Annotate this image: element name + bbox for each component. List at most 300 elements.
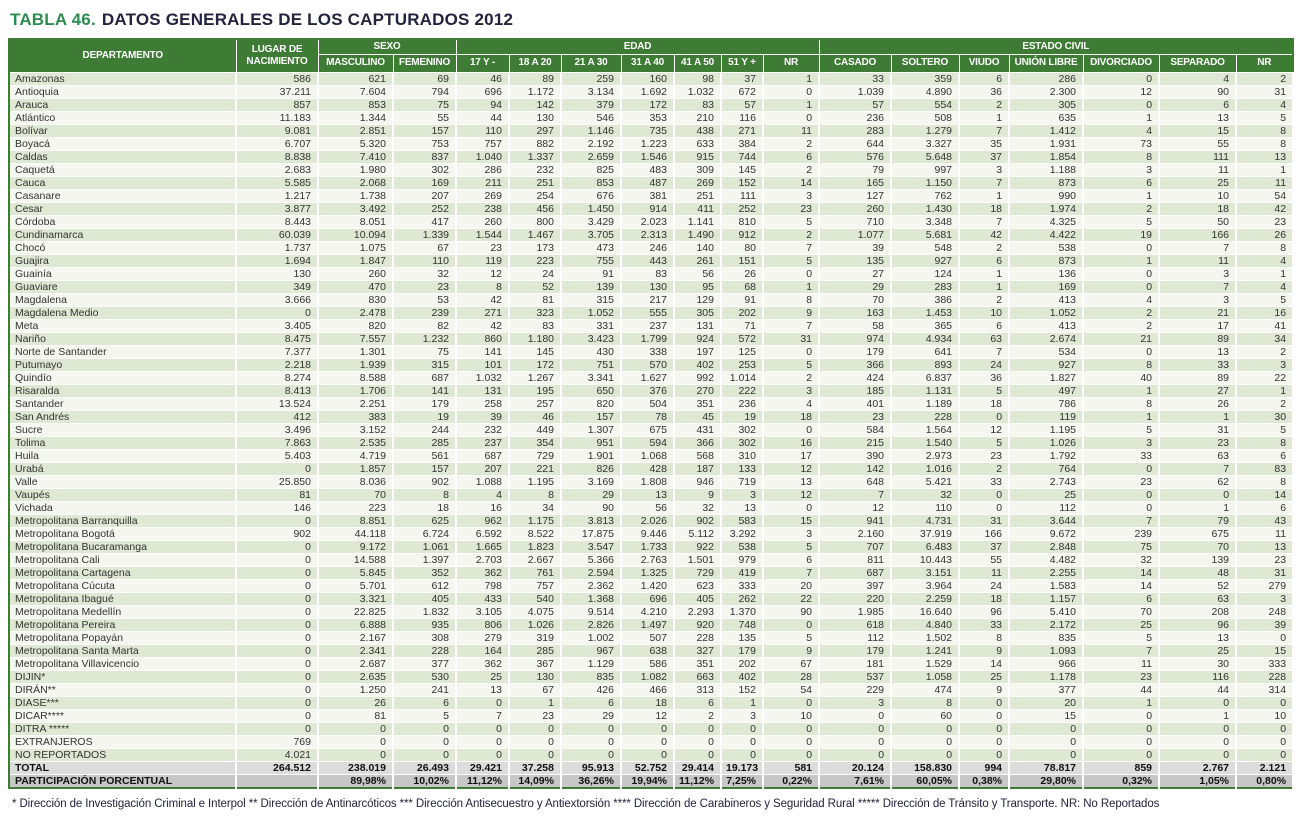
cell: 13.524	[236, 397, 318, 410]
cell: 8.522	[509, 527, 561, 540]
cell: 27	[819, 267, 891, 280]
cell: 56	[621, 501, 674, 514]
cell: 0	[763, 696, 819, 709]
table-row	[9, 293, 1293, 306]
cell: 11	[1236, 527, 1293, 540]
cell: 5	[959, 436, 1009, 449]
cell: 354	[509, 436, 561, 449]
cell: 0	[236, 592, 318, 605]
row-label: Metropolitana Bucaramanga	[9, 540, 236, 553]
cell: 5.701	[318, 579, 393, 592]
cell: 7	[959, 124, 1009, 137]
cell: 924	[674, 332, 721, 345]
table-row	[9, 98, 1293, 111]
cell: 8	[959, 631, 1009, 644]
cell: 483	[621, 163, 674, 176]
cell: 1.241	[891, 644, 959, 657]
cell: 23	[1159, 436, 1236, 449]
cell: 0	[1236, 748, 1293, 761]
cell: 0	[236, 462, 318, 475]
cell: 755	[561, 254, 621, 267]
cell: 1.627	[621, 371, 674, 384]
cell: 129	[674, 293, 721, 306]
cell: 69	[393, 72, 456, 85]
cell: 310	[721, 449, 763, 462]
table-row	[9, 410, 1293, 423]
cell: 8	[456, 280, 509, 293]
cell: 1.337	[509, 150, 561, 163]
cell: 18	[1159, 202, 1236, 215]
cell: 4.840	[891, 618, 959, 631]
cell: 0	[456, 722, 509, 735]
col-header-17-y: 17 Y -	[456, 54, 509, 72]
cell: 3.152	[318, 423, 393, 436]
cell: 0	[1159, 488, 1236, 501]
cell: 0	[236, 605, 318, 618]
cell: 3.644	[1009, 514, 1083, 527]
row-label: DITRA *****	[9, 722, 236, 735]
cell: 44	[1159, 683, 1236, 696]
cell: 262	[721, 592, 763, 605]
cell: 748	[721, 618, 763, 631]
row-label: Metropolitana Ibagué	[9, 592, 236, 605]
cell: 220	[819, 592, 891, 605]
cell: 2	[1236, 397, 1293, 410]
cell: 41	[1236, 319, 1293, 332]
cell: 67	[509, 683, 561, 696]
cell: 33	[959, 618, 1009, 631]
cell: 5	[1236, 293, 1293, 306]
cell: 1.832	[393, 605, 456, 618]
cell: 381	[621, 189, 674, 202]
table-row	[9, 423, 1293, 436]
cell: 0	[819, 748, 891, 761]
table-row	[9, 514, 1293, 527]
cell: 32	[674, 501, 721, 514]
cell: 15	[763, 514, 819, 527]
cell: 5	[1083, 423, 1159, 436]
cell: 5	[763, 631, 819, 644]
cell: 1.150	[891, 176, 959, 189]
table-row	[9, 189, 1293, 202]
cell: 508	[891, 111, 959, 124]
cell: 2.300	[1009, 85, 1083, 98]
cell: 50	[1159, 215, 1236, 228]
cell: 7,25%	[721, 774, 763, 788]
cell: 1	[1159, 501, 1236, 514]
cell: 719	[721, 475, 763, 488]
cell: 1.178	[1009, 670, 1083, 683]
cell: 27	[1159, 384, 1236, 397]
cell: 253	[721, 358, 763, 371]
cell: 2.259	[891, 592, 959, 605]
cell: 8	[1236, 436, 1293, 449]
cell: 302	[721, 436, 763, 449]
row-label: Cundinamarca	[9, 228, 236, 241]
cell: 45	[674, 410, 721, 423]
cell: 1.301	[318, 345, 393, 358]
cell: 54	[763, 683, 819, 696]
cell: 31	[763, 332, 819, 345]
cell: 0	[236, 579, 318, 592]
cell: 7	[1159, 280, 1236, 293]
table-row	[9, 683, 1293, 696]
cell: 2.594	[561, 566, 621, 579]
cell: 12	[456, 267, 509, 280]
cell: 0	[509, 722, 561, 735]
cell: 365	[891, 319, 959, 332]
cell: 179	[721, 644, 763, 657]
row-label: Nariño	[9, 332, 236, 345]
cell: 405	[674, 592, 721, 605]
cell: 1	[1236, 384, 1293, 397]
cell: 1.502	[891, 631, 959, 644]
cell: 315	[561, 293, 621, 306]
cell: 269	[674, 176, 721, 189]
cell: 130	[509, 670, 561, 683]
cell: 2.683	[236, 163, 318, 176]
cell: 81	[509, 293, 561, 306]
cell: 5.403	[236, 449, 318, 462]
cell: 25	[959, 670, 1009, 683]
cell: 95	[674, 280, 721, 293]
cell: 0	[1083, 709, 1159, 722]
cell: 39	[456, 410, 509, 423]
cell: 581	[763, 761, 819, 774]
cell: 8.443	[236, 215, 318, 228]
cell: 650	[561, 384, 621, 397]
cell: 3.429	[561, 215, 621, 228]
cell: 252	[721, 202, 763, 215]
col-header-lugar-nacimiento: LUGAR DE NACIMIENTO	[236, 39, 318, 72]
table-row	[9, 449, 1293, 462]
cell: 6	[1083, 592, 1159, 605]
cell: 6.724	[393, 527, 456, 540]
cell: 1.093	[1009, 644, 1083, 657]
cell: 0	[236, 683, 318, 696]
cell: 474	[891, 683, 959, 696]
cell: 8.413	[236, 384, 318, 397]
cell: 0	[621, 735, 674, 748]
cell: 6	[763, 150, 819, 163]
cell: 860	[456, 332, 509, 345]
cell: 2.973	[891, 449, 959, 462]
cell: 2	[1083, 306, 1159, 319]
table-row	[9, 371, 1293, 384]
table-row	[9, 111, 1293, 124]
table-row	[9, 332, 1293, 345]
cell: 638	[621, 644, 674, 657]
cell: 0	[763, 423, 819, 436]
page-title	[8, 8, 1292, 38]
cell: 210	[674, 111, 721, 124]
cell: 33	[1159, 358, 1236, 371]
cell: 0	[1236, 696, 1293, 709]
cell: 110	[891, 501, 959, 514]
cell: 641	[891, 345, 959, 358]
cell: 68	[721, 280, 763, 293]
cell: 675	[621, 423, 674, 436]
cell: 4	[1236, 254, 1293, 267]
table-row	[9, 397, 1293, 410]
cell: 323	[509, 306, 561, 319]
cell: 1.857	[318, 462, 393, 475]
cell: 2	[959, 293, 1009, 306]
cell: 215	[819, 436, 891, 449]
cell: 1.540	[891, 436, 959, 449]
cell: 561	[393, 449, 456, 462]
cell: 7	[959, 176, 1009, 189]
cell: 687	[819, 566, 891, 579]
cell: 443	[621, 254, 674, 267]
cell: 1.792	[1009, 449, 1083, 462]
cell: 914	[621, 202, 674, 215]
cell: 19	[1083, 228, 1159, 241]
cell: 130	[621, 280, 674, 293]
col-header-casado: CASADO	[819, 54, 891, 72]
row-label: Antioquia	[9, 85, 236, 98]
cell: 9	[959, 683, 1009, 696]
cell: 6	[763, 553, 819, 566]
cell: 37	[959, 540, 1009, 553]
cell: 119	[456, 254, 509, 267]
cell: 172	[509, 358, 561, 371]
row-label: Valle	[9, 475, 236, 488]
cell: 18	[959, 397, 1009, 410]
cell: 26	[318, 696, 393, 709]
cell: 10.094	[318, 228, 393, 241]
cell: 0	[959, 501, 1009, 514]
cell: 820	[561, 397, 621, 410]
cell: 676	[561, 189, 621, 202]
cell: 1.823	[509, 540, 561, 553]
cell: 1	[959, 189, 1009, 202]
cell: 2.341	[318, 644, 393, 657]
cell: 0	[236, 618, 318, 631]
cell: 4.934	[891, 332, 959, 345]
cell: 0	[621, 722, 674, 735]
cell: 538	[1009, 241, 1083, 254]
cell: 1.706	[318, 384, 393, 397]
cell: 207	[456, 462, 509, 475]
cell: 663	[674, 670, 721, 683]
cell: 142	[819, 462, 891, 475]
cell: 83	[621, 267, 674, 280]
cell: 308	[393, 631, 456, 644]
cell: 920	[674, 618, 721, 631]
cell: 11.183	[236, 111, 318, 124]
cell: 1.939	[318, 358, 393, 371]
cell: 32	[891, 488, 959, 501]
cell: 0	[1083, 267, 1159, 280]
cell: 1.052	[561, 306, 621, 319]
cell: 0	[721, 722, 763, 735]
cell: 431	[674, 423, 721, 436]
cell: 164	[456, 644, 509, 657]
cell: 1.370	[721, 605, 763, 618]
row-label: Putumayo	[9, 358, 236, 371]
cell: 0	[891, 748, 959, 761]
cell: 252	[393, 202, 456, 215]
footnote: * Dirección de Investigación Criminal e Interpol ** Dirección de Antinarcóticos *** Dirección Antisecuestro y Antiextorsión **** Dirección de Carabineros y Seguridad Rural ***** Dirección de Tránsito y Transporte. NR: No Reportados	[12, 797, 1160, 810]
cell: 11	[959, 566, 1009, 579]
cell: 9.514	[561, 605, 621, 618]
cell: 2.848	[1009, 540, 1083, 553]
cell: 0	[456, 735, 509, 748]
cell: 0	[674, 735, 721, 748]
cell: 0	[1083, 722, 1159, 735]
cell: 6.592	[456, 527, 509, 540]
cell: 46	[509, 410, 561, 423]
cell: 173	[509, 241, 561, 254]
cell: 384	[721, 137, 763, 150]
cell: 0	[561, 722, 621, 735]
table-row	[9, 644, 1293, 657]
cell: 42	[456, 293, 509, 306]
row-label: Casanare	[9, 189, 236, 202]
cell: 70	[1083, 605, 1159, 618]
cell: 24	[959, 358, 1009, 371]
cell: 1.146	[561, 124, 621, 137]
cell: 33	[1083, 449, 1159, 462]
cell: 6.707	[236, 137, 318, 150]
cell: 1	[763, 280, 819, 293]
cell: 1.733	[621, 540, 674, 553]
cell: 163	[819, 306, 891, 319]
cell: 411	[674, 202, 721, 215]
cell: 3.134	[561, 85, 621, 98]
cell: 8	[1083, 397, 1159, 410]
cell: 0,22%	[763, 774, 819, 788]
cell: 2	[763, 371, 819, 384]
cell: 140	[674, 241, 721, 254]
cell: 14	[1236, 488, 1293, 501]
table-row	[9, 748, 1293, 761]
cell: 60,05%	[891, 774, 959, 788]
cell: 169	[1009, 280, 1083, 293]
cell: 0	[959, 410, 1009, 423]
table-row	[9, 358, 1293, 371]
cell: 2.313	[621, 228, 674, 241]
cell: 181	[819, 657, 891, 670]
cell: 55	[393, 111, 456, 124]
cell: 286	[456, 163, 509, 176]
cell: 3.547	[561, 540, 621, 553]
cell: 825	[561, 163, 621, 176]
cell: 548	[891, 241, 959, 254]
cell: 20.124	[819, 761, 891, 774]
cell: 19	[721, 410, 763, 423]
row-label: Chocó	[9, 241, 236, 254]
row-label: Vichada	[9, 501, 236, 514]
cell: 377	[393, 657, 456, 670]
cell: 260	[819, 202, 891, 215]
cell: 136	[1009, 267, 1083, 280]
cell: 1.026	[1009, 436, 1083, 449]
cell: 0	[236, 566, 318, 579]
cell: 2.167	[318, 631, 393, 644]
cell: 5	[763, 540, 819, 553]
cell: 0	[819, 722, 891, 735]
col-header-separado: SEPARADO	[1159, 54, 1236, 72]
cell: 1.175	[509, 514, 561, 527]
cell: 6	[1159, 98, 1236, 111]
cell: 7	[1159, 241, 1236, 254]
cell: 644	[819, 137, 891, 150]
cell: 744	[721, 150, 763, 163]
cell: 2.826	[561, 618, 621, 631]
cell: 13	[621, 488, 674, 501]
cell: 687	[393, 371, 456, 384]
cell: 98	[674, 72, 721, 85]
cell: 221	[509, 462, 561, 475]
cell: 753	[393, 137, 456, 150]
row-label: Metropolitana Cartagena	[9, 566, 236, 579]
cell: 0	[959, 709, 1009, 722]
cell: 101	[456, 358, 509, 371]
cell: 90	[1159, 85, 1236, 98]
row-label: Metropolitana Villavicencio	[9, 657, 236, 670]
row-label: Sucre	[9, 423, 236, 436]
cell: 820	[318, 319, 393, 332]
cell: 237	[456, 436, 509, 449]
cell: 139	[561, 280, 621, 293]
cell: 23	[509, 709, 561, 722]
cell: 244	[393, 423, 456, 436]
cell: 367	[509, 657, 561, 670]
cell: 946	[674, 475, 721, 488]
cell: 11	[1159, 254, 1236, 267]
cell: 3	[1083, 163, 1159, 176]
cell: 0	[509, 748, 561, 761]
cell: 1.032	[456, 371, 509, 384]
cell: 36,26%	[561, 774, 621, 788]
cell: 1	[1236, 163, 1293, 176]
cell: 612	[393, 579, 456, 592]
cell: 70	[1159, 540, 1236, 553]
cell: 37.258	[509, 761, 561, 774]
cell: 331	[561, 319, 621, 332]
table-row	[9, 241, 1293, 254]
cell: 44	[456, 111, 509, 124]
cell: 8.851	[318, 514, 393, 527]
row-label: Bolívar	[9, 124, 236, 137]
cell: 0	[318, 722, 393, 735]
cell: 7,61%	[819, 774, 891, 788]
cell: 1.583	[1009, 579, 1083, 592]
cell: 6	[1083, 176, 1159, 189]
cell: 29,80%	[1009, 774, 1083, 788]
cell: 52	[1159, 579, 1236, 592]
cell: 208	[1159, 605, 1236, 618]
cell: 131	[456, 384, 509, 397]
cell: 5	[1236, 423, 1293, 436]
cell: 13	[721, 501, 763, 514]
cell: 238	[456, 202, 509, 215]
cell: 2	[959, 98, 1009, 111]
cell: 402	[674, 358, 721, 371]
cell: 21	[1083, 332, 1159, 345]
cell: 1.068	[621, 449, 674, 462]
cell: 1.026	[509, 618, 561, 631]
cell: 333	[1236, 657, 1293, 670]
table-row	[9, 163, 1293, 176]
row-label: Metropolitana Cúcuta	[9, 579, 236, 592]
cell: 116	[721, 111, 763, 124]
cell: 1	[763, 98, 819, 111]
cell: 285	[509, 644, 561, 657]
cell: 853	[561, 176, 621, 189]
